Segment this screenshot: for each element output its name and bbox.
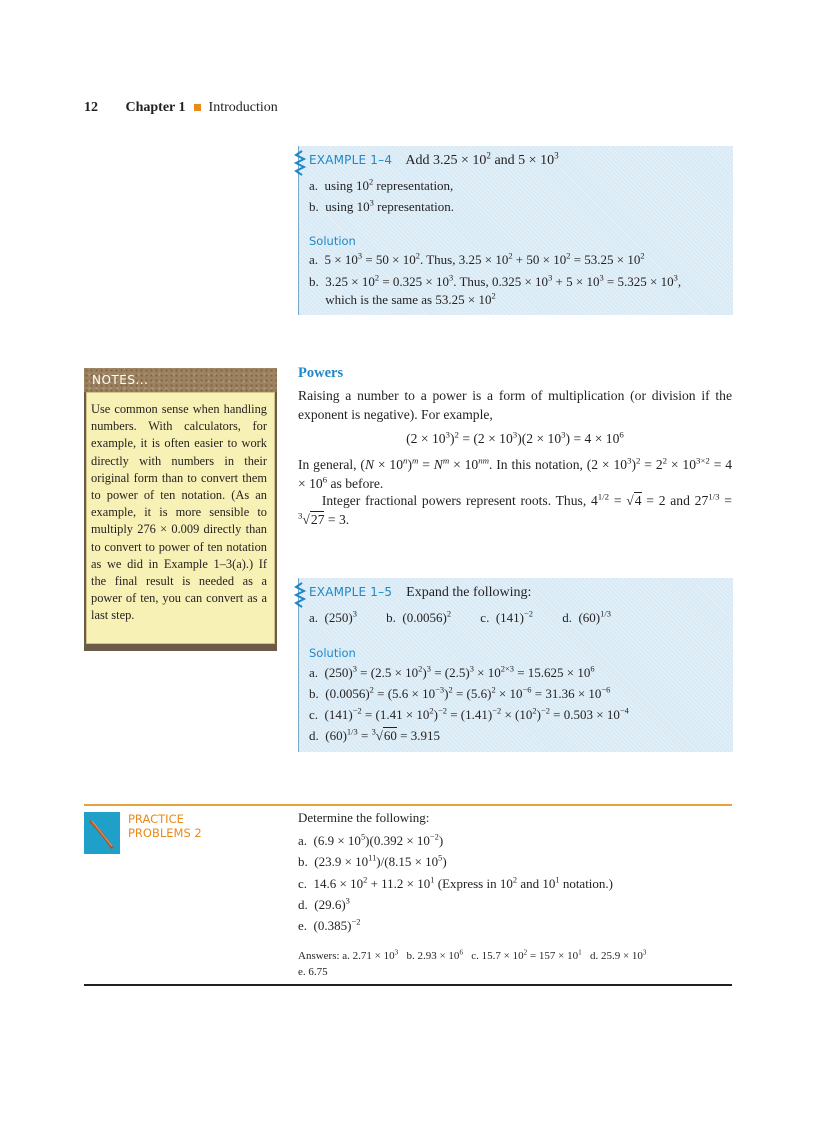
practice-answers: Answers: a. $2.71 \times 10^3$ b. $2.93 \times 10^6$ c. $15.7 \times 10^2 = 157 \times 10^1$ d. $25.9 \times 10^3$: [298, 948, 647, 962]
example-statement: Add $3.25 \times 10^2$ and $5 \times 10^3$: [405, 150, 559, 168]
notes-text: Use common sense when handling numbers. With calculators, for example, it is often easier to work directly with numbers in their original form than to convert them to power of ten notation. (As an example, it is more sensible to multiply 276 × 0.009 directly than to convert to power of ten notation as we did in Example 1–3(a).) If the final result is needed as a power of ten, you can convert as a last step.: [91, 402, 267, 623]
practice-top-rule: [84, 804, 732, 806]
powers-paragraph-roots: Integer fractional powers represent roots. Thus, $4^{1/2} = √4 = 2$ and $27^{1/3} = ^3√27 = 3$.: [298, 491, 732, 527]
solution-line: c. $(141)^{-2} = (1.41 \times 10^2)^{-2} = (1.41)^{-2} \times (10^2)^{-2} = 0.503 \times 10^{-4}$: [309, 705, 629, 722]
solution-label: Solution: [309, 234, 356, 248]
example-title: [309, 150, 559, 169]
bullet-square-icon: [194, 104, 201, 111]
section-label: Introduction: [208, 100, 278, 115]
example-label: EXAMPLE 1–5: [309, 585, 393, 599]
example-statement: Expand the following:: [406, 585, 532, 600]
quill-icon: [84, 812, 120, 854]
practice-label: [128, 812, 202, 840]
practice-item: e. $(0.385)^{-2}$: [298, 916, 361, 933]
practice-item: a. $(6.9 \times 10^5)(0.392 \times 10^{-2})$: [298, 831, 444, 848]
example-part: a. using $10^2$ representation,: [309, 176, 454, 193]
example-1-4-box: [298, 146, 733, 315]
example-part: b. using $10^3$ representation.: [309, 197, 455, 214]
zigzag-icon: [293, 150, 307, 176]
example-label: EXAMPLE 1–4: [309, 153, 393, 167]
practice-item: d. $(29.6)^3$: [298, 895, 350, 912]
powers-paragraph-general: In general, $(N \times 10^n)^m = N^m \times 10^{nm}$. In this notation, $(2 \times 10^3)^2 = 2^2 \times 10^{3\times 2} = 4 \times 10^6$ as before.: [298, 455, 733, 491]
powers-equation: $(2 \times 10^3)^2 = (2 \times 10^3)(2 \times 10^3) = 4 \times 10^6$: [406, 429, 624, 446]
section-heading-powers: Powers: [298, 365, 344, 381]
solution-line: a. $(250)^3 = (2.5 \times 10^2)^3 = (2.5)^3 \times 10^{2\times 3} = 15.625 \times 10^6$: [309, 663, 595, 680]
practice-item: c. $14.6 \times 10^2 + 11.2 \times 10^1$ (Express in $10^2$ and $10^1$ notation.): [298, 874, 613, 891]
practice-bottom-rule: [84, 984, 732, 986]
solution-line: which is the same as $53.25 \times 10^2$: [309, 290, 496, 307]
chapter-label: Chapter 1: [125, 100, 186, 115]
notes-title: NOTES...: [92, 373, 149, 387]
solution-line: d. $(60)^{1/3} = ^3√60 = 3.915$: [309, 726, 441, 743]
practice-label-line: PROBLEMS 2: [128, 826, 202, 840]
solution-label: Solution: [309, 646, 356, 660]
notes-panel: [84, 368, 277, 651]
practice-item: b. $(23.9 \times 10^{11})/(8.15 \times 10^5)$: [298, 852, 447, 869]
powers-paragraph: Raising a number to a power is a form of multiplication (or division if the exponent is negative). For example,: [298, 388, 732, 422]
zigzag-icon: [293, 582, 307, 608]
practice-label-line: PRACTICE: [128, 812, 184, 826]
practice-intro: Determine the following:: [298, 810, 430, 825]
example-title: [309, 585, 531, 601]
solution-line: b. $3.25 \times 10^2 = 0.325 \times 10^3$. Thus, $0.325 \times 10^3 + 5 \times 10^3 = 5.325 \times 10^3$,: [309, 272, 682, 289]
page-number: 12: [84, 100, 98, 115]
running-header: [84, 100, 278, 116]
example-parts: a. $(250)^3$ b. $(0.0056)^2$ c. $(141)^{-2}$ d. $(60)^{1/3}$: [309, 608, 611, 625]
solution-line: b. $(0.0056)^2 = (5.6 \times 10^{-3})^2 = (5.6)^2 \times 10^{-6} = 31.36 \times 10^{-6}$: [309, 684, 611, 701]
solution-line: a. $5 \times 10^3 = 50 \times 10^2$. Thus, $3.25 \times 10^2 + 50 \times 10^2 = 53.25 \times 10^2$: [309, 250, 645, 267]
example-1-5-box: [298, 578, 733, 752]
practice-answers-line2: e. 6.75: [298, 966, 328, 978]
